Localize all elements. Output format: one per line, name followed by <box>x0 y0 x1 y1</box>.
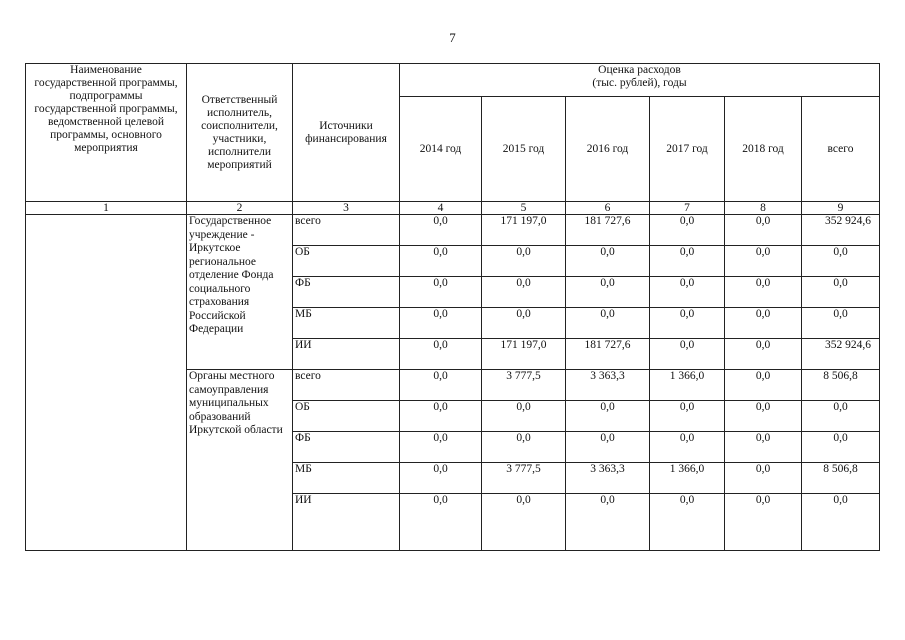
value-cell: 0,0 <box>400 494 482 551</box>
value-cell: 0,0 <box>650 308 725 339</box>
value-cell: 0,0 <box>566 246 650 277</box>
source-cell: ФБ <box>293 277 400 308</box>
source-cell: всего <box>293 215 400 246</box>
source-cell: МБ <box>293 308 400 339</box>
source-cell: МБ <box>293 463 400 494</box>
column-number: 9 <box>802 202 880 215</box>
total-cell: 0,0 <box>802 277 880 308</box>
source-cell: ИИ <box>293 494 400 551</box>
value-cell: 0,0 <box>482 246 566 277</box>
value-cell: 0,0 <box>566 494 650 551</box>
value-cell: 3 777,5 <box>482 370 566 401</box>
value-cell: 0,0 <box>725 339 802 370</box>
program-name-cell <box>26 215 187 551</box>
value-cell: 0,0 <box>725 494 802 551</box>
value-cell: 3 363,3 <box>566 463 650 494</box>
column-number: 2 <box>187 202 293 215</box>
value-cell: 0,0 <box>725 432 802 463</box>
budget-table <box>25 63 880 551</box>
total-cell: 0,0 <box>802 401 880 432</box>
value-cell: 0,0 <box>482 277 566 308</box>
total-cell: 0,0 <box>802 246 880 277</box>
source-cell: всего <box>293 370 400 401</box>
value-cell: 0,0 <box>725 277 802 308</box>
value-cell: 0,0 <box>725 308 802 339</box>
column-number: 6 <box>566 202 650 215</box>
source-cell: ОБ <box>293 401 400 432</box>
value-cell: 0,0 <box>650 215 725 246</box>
value-cell: 0,0 <box>400 370 482 401</box>
value-cell: 0,0 <box>400 308 482 339</box>
header-program-name: Наименование государственной программы, подпрограммы государственной программы, ведомственной целевой программы, основного мероприятия <box>26 64 187 202</box>
column-number-row <box>26 202 880 215</box>
value-cell: 0,0 <box>650 277 725 308</box>
column-number: 7 <box>650 202 725 215</box>
value-cell: 0,0 <box>650 401 725 432</box>
value-cell: 0,0 <box>650 494 725 551</box>
column-number: 1 <box>26 202 187 215</box>
column-number: 5 <box>482 202 566 215</box>
value-cell: 0,0 <box>725 370 802 401</box>
column-number: 3 <box>293 202 400 215</box>
total-cell: 0,0 <box>802 432 880 463</box>
page-number: 7 <box>449 30 456 45</box>
value-cell: 0,0 <box>400 277 482 308</box>
header-funding-sources: Источники финансирования <box>293 64 400 202</box>
executor-cell: Государственное учреждение - Иркутское региональное отделение Фонда социального страхования Российской Федерации <box>187 215 293 370</box>
value-cell: 0,0 <box>482 432 566 463</box>
total-cell: 352 924,6 <box>802 215 880 246</box>
header-total: всего <box>802 97 880 202</box>
value-cell: 0,0 <box>400 246 482 277</box>
header-executor: Ответственный исполнитель, соисполнители, участники, исполнители мероприятий <box>187 64 293 202</box>
value-cell: 0,0 <box>482 308 566 339</box>
value-cell: 181 727,6 <box>566 215 650 246</box>
value-cell: 0,0 <box>482 494 566 551</box>
total-cell: 0,0 <box>802 308 880 339</box>
value-cell: 0,0 <box>482 401 566 432</box>
value-cell: 0,0 <box>400 463 482 494</box>
value-cell: 0,0 <box>725 463 802 494</box>
value-cell: 171 197,0 <box>482 339 566 370</box>
value-cell: 0,0 <box>566 401 650 432</box>
source-cell: ФБ <box>293 432 400 463</box>
value-cell: 0,0 <box>566 432 650 463</box>
total-cell: 352 924,6 <box>802 339 880 370</box>
column-number: 4 <box>400 202 482 215</box>
value-cell: 0,0 <box>566 277 650 308</box>
value-cell: 171 197,0 <box>482 215 566 246</box>
value-cell: 0,0 <box>400 401 482 432</box>
total-cell: 0,0 <box>802 494 880 551</box>
source-cell: ИИ <box>293 339 400 370</box>
table-row <box>26 215 880 246</box>
value-cell: 0,0 <box>650 246 725 277</box>
value-cell: 0,0 <box>566 308 650 339</box>
header-year-2017: 2017 год <box>650 97 725 202</box>
value-cell: 1 366,0 <box>650 370 725 401</box>
value-cell: 0,0 <box>400 432 482 463</box>
value-cell: 0,0 <box>725 401 802 432</box>
total-cell: 8 506,8 <box>802 463 880 494</box>
value-cell: 0,0 <box>650 339 725 370</box>
value-cell: 3 777,5 <box>482 463 566 494</box>
value-cell: 181 727,6 <box>566 339 650 370</box>
value-cell: 0,0 <box>725 215 802 246</box>
header-year-2016: 2016 год <box>566 97 650 202</box>
value-cell: 0,0 <box>650 432 725 463</box>
executor-cell: Органы местного самоуправления муниципальных образований Иркутской области <box>187 370 293 551</box>
source-cell: ОБ <box>293 246 400 277</box>
total-cell: 8 506,8 <box>802 370 880 401</box>
value-cell: 1 366,0 <box>650 463 725 494</box>
column-number: 8 <box>725 202 802 215</box>
value-cell: 0,0 <box>400 215 482 246</box>
header-year-2018: 2018 год <box>725 97 802 202</box>
header-year-2015: 2015 год <box>482 97 566 202</box>
value-cell: 0,0 <box>725 246 802 277</box>
value-cell: 0,0 <box>400 339 482 370</box>
header-year-2014: 2014 год <box>400 97 482 202</box>
value-cell: 3 363,3 <box>566 370 650 401</box>
header-expenses-estimate: Оценка расходов (тыс. рублей), годы <box>400 64 880 97</box>
